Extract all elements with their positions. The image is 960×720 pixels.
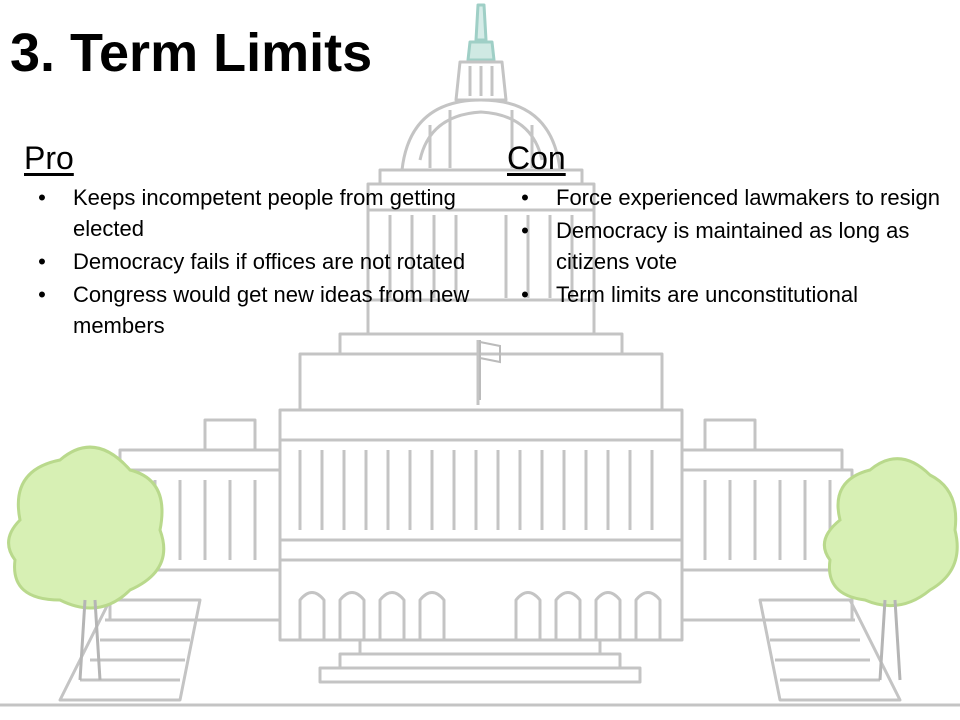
bullet-icon: •	[38, 249, 46, 274]
bullet-icon: •	[521, 218, 529, 243]
con-list-item	[507, 215, 960, 277]
pro-list-item	[24, 246, 494, 277]
pro-item-text: Democracy fails if offices are not rotated	[73, 249, 466, 274]
pro-list	[24, 182, 494, 341]
con-item-text: Force experienced lawmakers to resign	[556, 185, 940, 210]
bullet-icon: •	[38, 185, 46, 210]
con-list-item	[507, 182, 960, 213]
con-list	[507, 182, 960, 310]
pro-heading: Pro	[24, 140, 74, 176]
bullet-icon: •	[38, 282, 46, 307]
pro-list-item	[24, 182, 494, 244]
con-heading: Con	[507, 140, 566, 176]
con-item-text: Term limits are unconstitutional	[556, 282, 859, 307]
pro-item-text: Keeps incompetent people from getting elected	[73, 185, 456, 241]
slide-title: 3. Term Limits	[10, 23, 373, 83]
pro-item-text: Congress would get new ideas from new members	[73, 282, 470, 338]
pro-column	[24, 140, 494, 343]
bullet-icon: •	[521, 282, 529, 307]
con-column	[507, 140, 960, 312]
bullet-icon: •	[521, 185, 529, 210]
con-list-item	[507, 279, 960, 310]
tree-right	[824, 459, 957, 680]
con-item-text: Democracy is maintained as long as citizens vote	[556, 218, 910, 274]
pro-list-item	[24, 279, 494, 341]
